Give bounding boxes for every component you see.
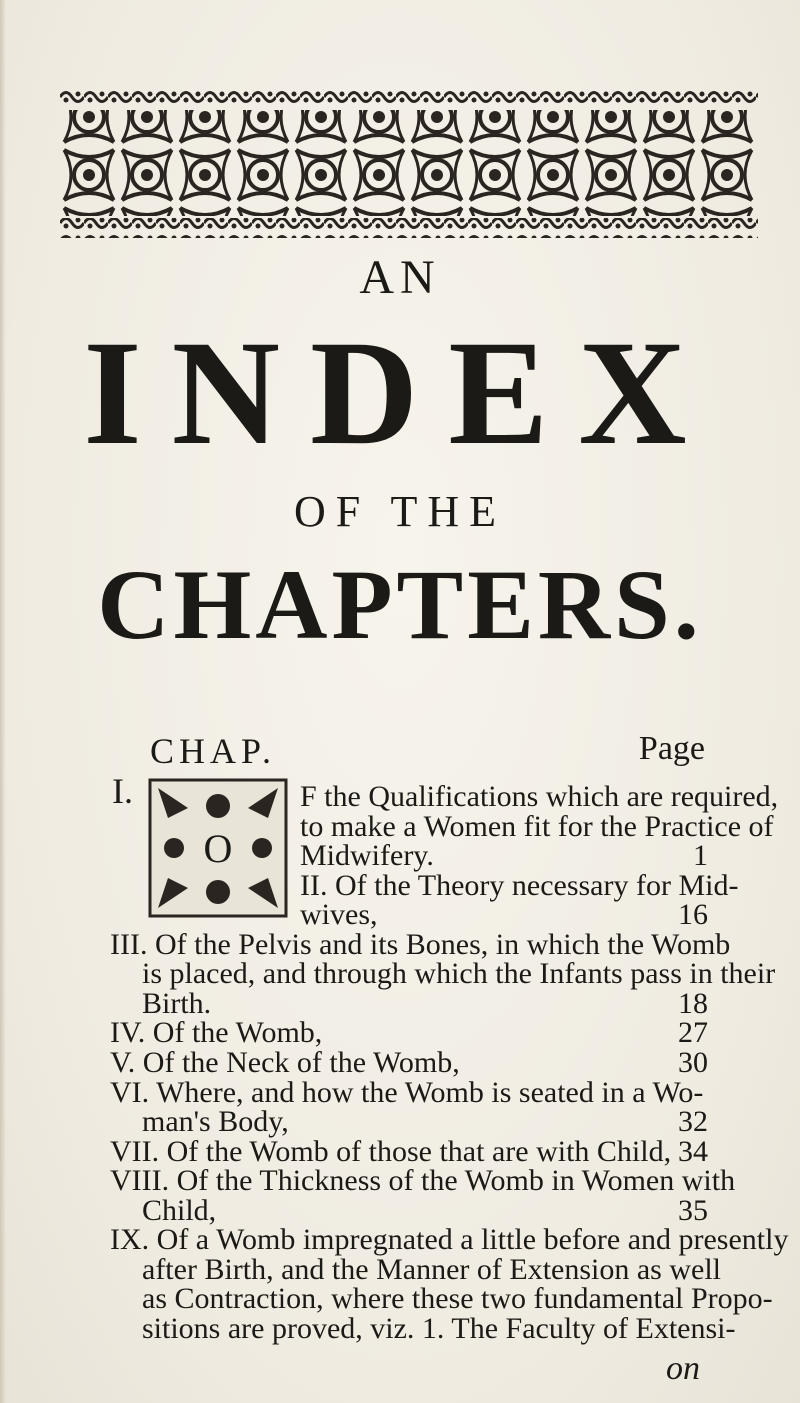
chapter-page-number: 16 <box>678 898 708 931</box>
chapter-entry-line: IV. Of the Womb, <box>110 1016 323 1049</box>
chapter-entry-line: VI. Where, and how the Womb is seated in a Wo- <box>110 1076 704 1109</box>
chapter-entry-line: II. Of the Theory necessary for Mid- <box>300 869 739 902</box>
title-an: AN <box>359 251 441 304</box>
chapter-page-number: 27 <box>678 1016 708 1049</box>
column-header-chap: CHAP. <box>150 731 277 771</box>
column-header-page: Page <box>638 730 705 767</box>
chapter-entry-line: to make a Women fit for the Practice of <box>300 810 774 843</box>
chapter-page-number: 30 <box>678 1046 708 1079</box>
chapter-page-number: 18 <box>678 987 708 1020</box>
chapter-page-number: 34 <box>678 1135 708 1168</box>
chapter-entry-line: Child, <box>142 1194 217 1227</box>
chapter-page-number: 32 <box>678 1105 708 1138</box>
gutter-shadow <box>0 0 6 1403</box>
chapter-entry-line: wives, <box>300 898 378 931</box>
chapter-entry-line: as Contraction, where these two fundamental Propo- <box>142 1282 773 1315</box>
chapter-page-number: 1 <box>693 839 708 872</box>
chapter-entry-line: III. Of the Pelvis and its Bones, in which the Womb <box>110 928 731 961</box>
chapter-entry-line: Midwifery. <box>300 839 434 872</box>
chapter-number-first: I. <box>112 771 133 811</box>
chapter-entry-line: V. Of the Neck of the Womb, <box>110 1046 460 1079</box>
chapter-entry-line: F the Qualifications which are required, <box>300 780 779 813</box>
chapter-entry-line: sitions are proved, viz. 1. The Faculty of Extensi- <box>142 1312 736 1345</box>
catchword: on <box>666 1350 700 1387</box>
chapter-entry-line: VII. Of the Womb of those that are with Child, <box>110 1135 672 1168</box>
chapter-entry-line: Birth. <box>142 987 212 1020</box>
title-chapters: CHAPTERS. <box>97 549 703 660</box>
chapter-entry-line: man's Body, <box>142 1105 289 1138</box>
chapter-page-number: 35 <box>678 1194 708 1227</box>
title-of-the: OF THE <box>294 487 506 536</box>
chapter-entry-line: VIII. Of the Thickness of the Womb in Women with <box>110 1164 736 1197</box>
decorated-initial <box>148 778 288 918</box>
initial-letter: O <box>203 826 233 871</box>
chapter-entry-line: after Birth, and the Manner of Extension as well <box>142 1253 721 1286</box>
title-index: INDEX <box>83 310 717 476</box>
headpiece-ornament <box>60 88 758 238</box>
chapter-entry-line: IX. Of a Womb impregnated a little before and presently <box>110 1223 789 1256</box>
chapter-entry-line: is placed, and through which the Infants pass in their <box>142 957 776 990</box>
